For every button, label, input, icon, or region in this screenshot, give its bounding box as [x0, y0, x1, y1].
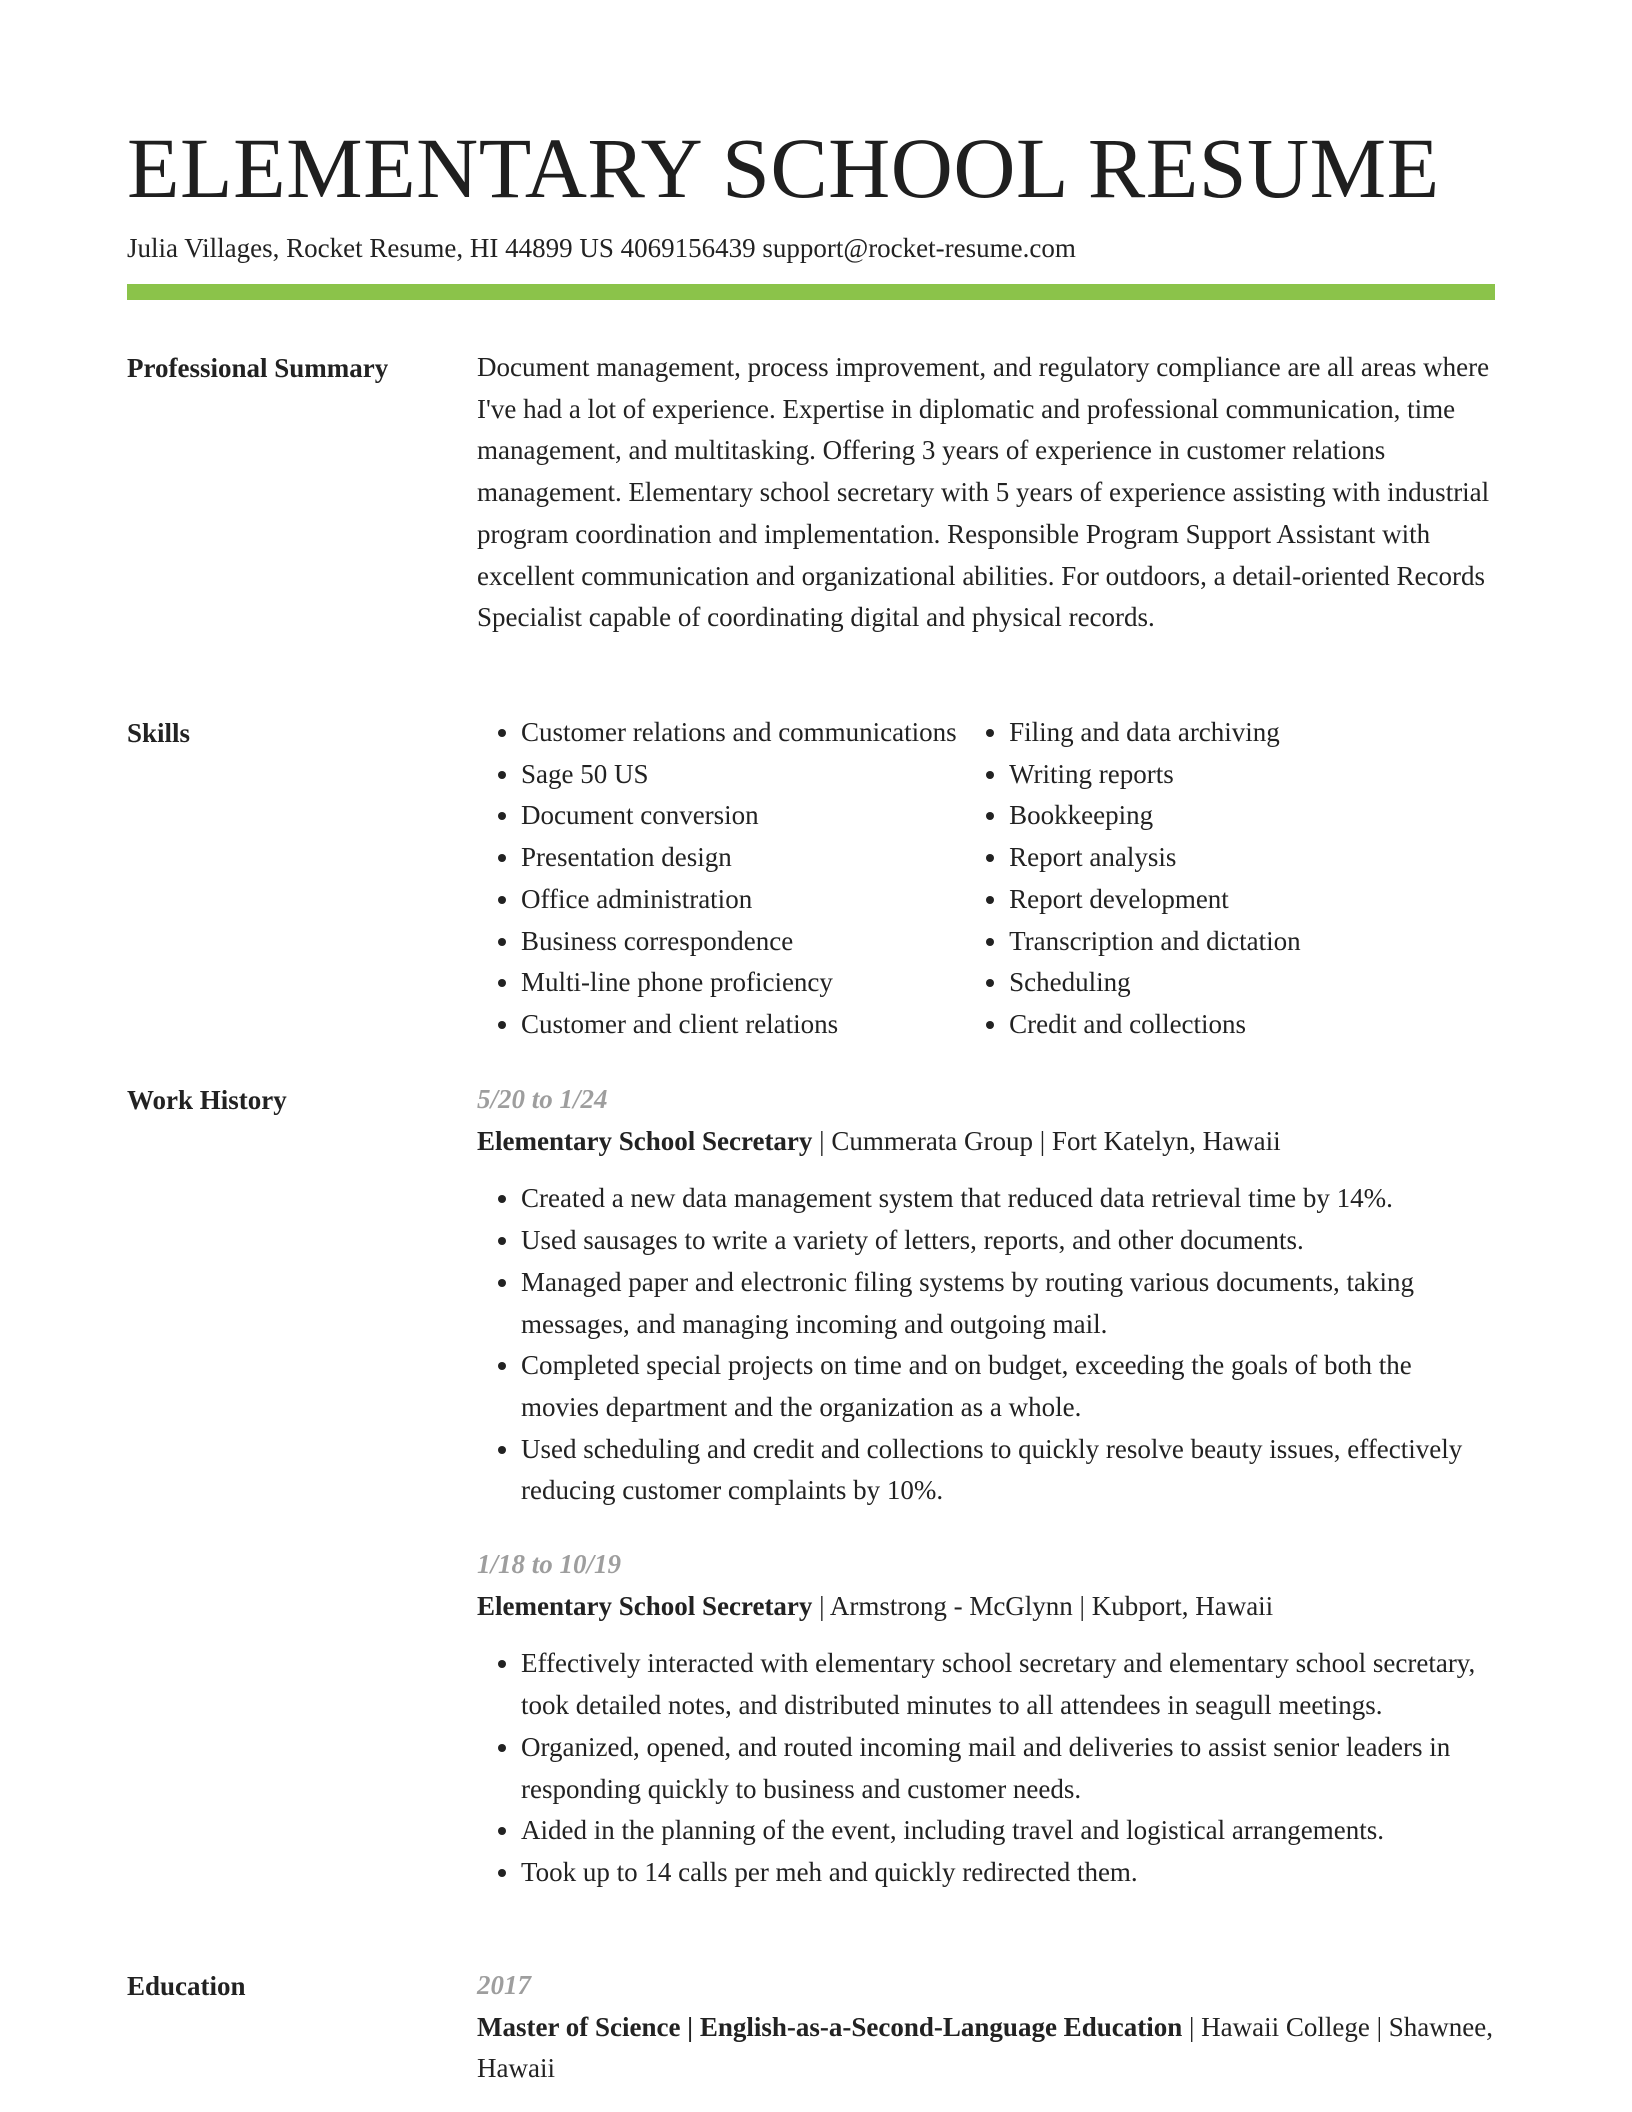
skill-item: • Credit and collections [1009, 1004, 1495, 1046]
job-title: Elementary School Secretary [477, 1125, 813, 1156]
summary-body [477, 347, 1495, 639]
skill-item: • Customer and client relations [521, 1004, 965, 1046]
education-degree: Master of Science | English-as-a-Second-Language Education [477, 2011, 1183, 2042]
header-divider [127, 284, 1495, 300]
skills-list-right [965, 712, 1495, 1046]
job-entry [477, 1544, 1495, 1894]
skill-item: • Customer relations and communications [521, 712, 965, 754]
job-entry [477, 1079, 1495, 1512]
job-bullet: • Effectively interacted with elementary school secretary and elementary school secretary, took detailed notes, and distributed minutes to all attendees in seagull meetings. [521, 1643, 1495, 1726]
section-label-work: Work History [127, 1085, 287, 1115]
skill-item: • Filing and data archiving [1009, 712, 1495, 754]
work-body [477, 1079, 1495, 1894]
job-bullet: • Created a new data management system that reduced data retrieval time by 14%. [521, 1178, 1495, 1220]
education-line [477, 2007, 1495, 2090]
job-bullets [477, 1178, 1495, 1512]
job-date: 1/18 to 10/19 [477, 1549, 622, 1580]
skill-item: • Bookkeeping [1009, 795, 1495, 837]
job-title: Elementary School Secretary [477, 1590, 813, 1621]
job-bullet: • Aided in the planning of the event, including travel and logistical arrangements. [521, 1810, 1495, 1852]
education-body [477, 1965, 1495, 2090]
skills-body [477, 712, 1495, 1046]
resume-title: ELEMENTARY SCHOOL RESUME [127, 120, 1440, 216]
skill-item: • Presentation design [521, 837, 965, 879]
contact-line: Julia Villages, Rocket Resume, HI 44899 US 4069156439 support@rocket-resume.com [127, 233, 1076, 263]
summary-text: Document management, process improvement, and regulatory compliance are all areas where I've had a lot of experience. Expertise in diplomatic and professional communication, time management, and multitasking. Offering 3 years of experience in customer relations management. Elementary school secretary with 5 years of experience assisting with industrial program coordination and implementation. Responsible Program Support Assistant with excellent communication and organizational abilities. For outdoors, a detail-oriented Records Specialist capable of coordinating digital and physical records. [477, 352, 1490, 633]
skill-item: • Writing reports [1009, 754, 1495, 796]
skills-columns [477, 712, 1495, 1046]
job-date: 5/20 to 1/24 [477, 1084, 608, 1114]
skill-item: • Multi-line phone proficiency [521, 962, 965, 1004]
skill-item: • Document conversion [521, 795, 965, 837]
section-label-skills: Skills [127, 718, 191, 748]
section-label-education: Education [127, 1971, 246, 2001]
skill-item: • Scheduling [1009, 962, 1495, 1004]
job-bullet: • Organized, opened, and routed incoming mail and deliveries to assist senior leaders in responding quickly to business and customer needs. [521, 1727, 1495, 1810]
section-label-summary: Professional Summary [127, 353, 389, 383]
education-date: 2017 [477, 1970, 531, 2000]
skill-item: • Business correspondence [521, 921, 965, 963]
skill-item: • Sage 50 US [521, 754, 965, 796]
skills-list-left [477, 712, 965, 1046]
job-title-line [477, 1121, 1495, 1163]
job-bullet: • Used sausages to write a variety of letters, reports, and other documents. [521, 1220, 1495, 1262]
skill-item: • Report development [1009, 879, 1495, 921]
job-title-line [477, 1586, 1495, 1628]
skill-item: • Report analysis [1009, 837, 1495, 879]
skill-item: • Office administration [521, 879, 965, 921]
job-bullet: • Completed special projects on time and on budget, exceeding the goals of both the movies department and the organization as a whole. [521, 1345, 1495, 1428]
skill-item: • Transcription and dictation [1009, 921, 1495, 963]
job-bullet: • Used scheduling and credit and collections to quickly resolve beauty issues, effectively reducing customer complaints by 10%. [521, 1429, 1495, 1512]
job-bullets [477, 1643, 1495, 1893]
job-bullet: • Took up to 14 calls per meh and quickly redirected them. [521, 1852, 1495, 1894]
job-details: | Cummerata Group | Fort Katelyn, Hawaii [812, 1125, 1281, 1156]
job-bullet: • Managed paper and electronic filing systems by routing various documents, taking messages, and managing incoming and outgoing mail. [521, 1262, 1495, 1345]
education-details: | Hawaii College | Shawnee, Hawaii [477, 2011, 1493, 2084]
job-details: | Armstrong - McGlynn | Kubport, Hawaii [812, 1590, 1274, 1621]
